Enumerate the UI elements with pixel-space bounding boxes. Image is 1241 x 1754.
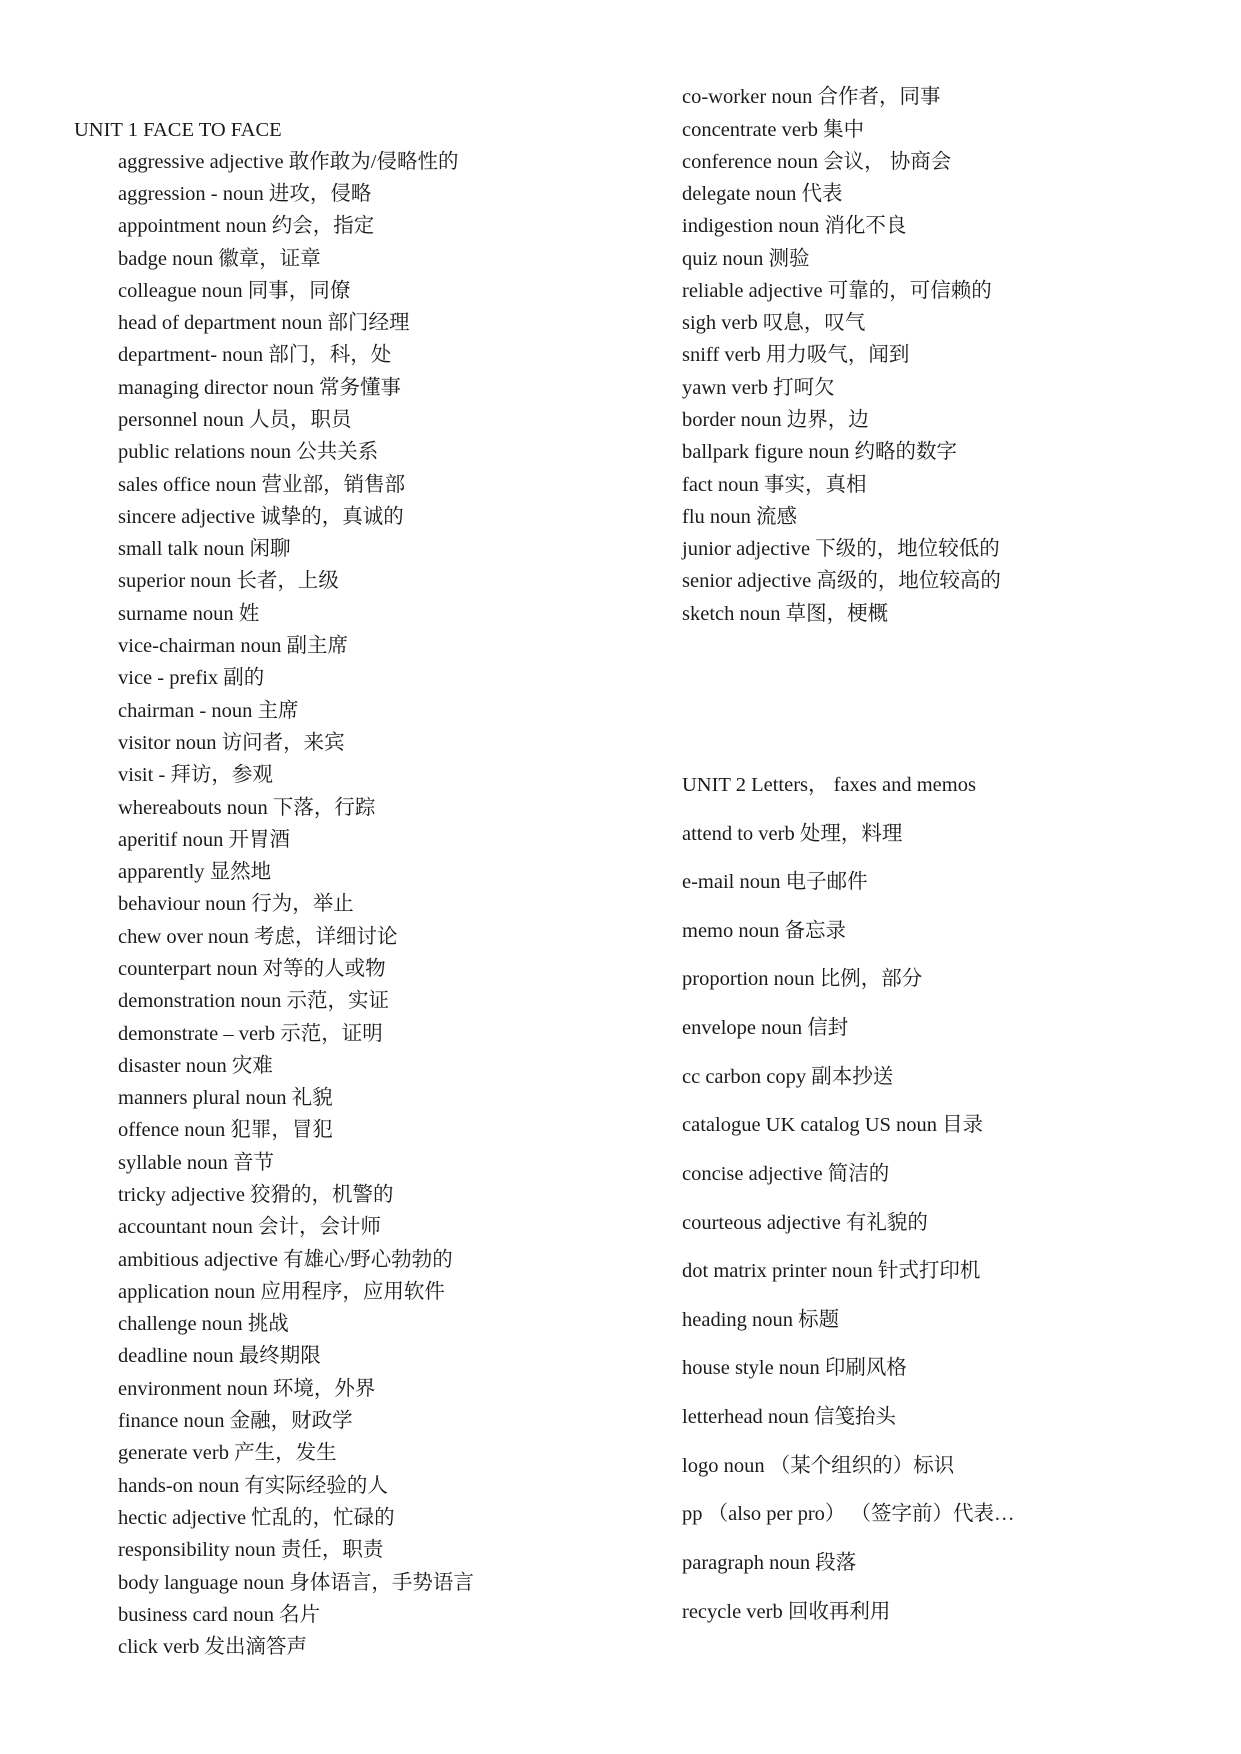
vocab-entry: click verb 发出滴答声 (118, 1636, 308, 1658)
unit-1-heading: UNIT 1 FACE TO FACE (74, 119, 282, 141)
vocab-entry: accountant noun 会计，会计师 (118, 1216, 382, 1238)
vocab-entry: application noun 应用程序，应用软件 (118, 1281, 445, 1303)
vocab-entry: aggression - noun 进攻，侵略 (118, 183, 372, 205)
vocab-entry: heading noun 标题 (682, 1309, 840, 1331)
vocab-entry: aggressive adjective 敢作敢为/侵略性的 (118, 151, 459, 173)
vocab-entry: visitor noun 访问者，来宾 (118, 732, 345, 754)
vocab-entry: syllable noun 音节 (118, 1152, 275, 1174)
vocab-entry: indigestion noun 消化不良 (682, 215, 907, 237)
vocab-entry: ambitious adjective 有雄心/野心勃勃的 (118, 1249, 453, 1271)
vocab-entry: recycle verb 回收再利用 (682, 1601, 891, 1623)
vocab-entry: paragraph noun 段落 (682, 1552, 857, 1574)
vocab-entry: counterpart noun 对等的人或物 (118, 958, 386, 980)
vocab-entry: catalogue UK catalog US noun 目录 (682, 1114, 984, 1136)
vocab-entry: hands-on noun 有实际经验的人 (118, 1475, 388, 1497)
vocab-entry: cc carbon copy 副本抄送 (682, 1066, 894, 1088)
vocab-entry: head of department noun 部门经理 (118, 312, 410, 334)
vocab-entry: offence noun 犯罪，冒犯 (118, 1119, 333, 1141)
vocab-entry: demonstrate – verb 示范，证明 (118, 1023, 383, 1045)
vocab-entry: disaster noun 灾难 (118, 1055, 273, 1077)
vocab-entry: concise adjective 简洁的 (682, 1163, 890, 1185)
vocab-entry: whereabouts noun 下落，行踪 (118, 797, 376, 819)
vocab-entry: proportion noun 比例，部分 (682, 968, 923, 990)
vocab-entry: senior adjective 高级的，地位较高的 (682, 570, 1001, 592)
vocab-entry: flu noun 流感 (682, 506, 798, 528)
vocab-entry: aperitif noun 开胃酒 (118, 829, 290, 851)
vocab-entry: generate verb 产生，发生 (118, 1442, 337, 1464)
vocab-entry: sincere adjective 诚挚的，真诚的 (118, 506, 404, 528)
vocab-entry: superior noun 长者，上级 (118, 570, 339, 592)
vocab-entry: demonstration noun 示范，实证 (118, 990, 390, 1012)
vocab-entry: sales office noun 营业部，销售部 (118, 474, 406, 496)
vocab-entry: visit - 拜访，参观 (118, 764, 273, 786)
vocab-entry: fact noun 事实，真相 (682, 474, 867, 496)
vocab-entry: appointment noun 约会，指定 (118, 215, 375, 237)
vocab-entry: memo noun 备忘录 (682, 920, 846, 942)
vocab-entry: sigh verb 叹息，叹气 (682, 312, 866, 334)
vocab-entry: border noun 边界，边 (682, 409, 869, 431)
vocab-entry: environment noun 环境，外界 (118, 1378, 376, 1400)
vocab-entry: envelope noun 信封 (682, 1017, 849, 1039)
unit-2-heading: UNIT 2 Letters， faxes and memos (682, 774, 976, 796)
vocab-entry: letterhead noun 信笺抬头 (682, 1406, 897, 1428)
vocab-entry: challenge noun 挑战 (118, 1313, 289, 1335)
vocab-entry: co-worker noun 合作者，同事 (682, 86, 941, 108)
vocab-entry: business card noun 名片 (118, 1604, 321, 1626)
vocab-entry: ballpark figure noun 约略的数字 (682, 441, 957, 463)
vocab-entry: body language noun 身体语言，手势语言 (118, 1572, 474, 1594)
vocab-entry: dot matrix printer noun 针式打印机 (682, 1260, 981, 1282)
vocab-entry: public relations noun 公共关系 (118, 441, 379, 463)
vocab-entry: concentrate verb 集中 (682, 119, 865, 141)
vocab-entry: quiz noun 测验 (682, 248, 810, 270)
vocab-entry: surname noun 姓 (118, 603, 260, 625)
vocab-entry: hectic adjective 忙乱的，忙碌的 (118, 1507, 395, 1529)
vocab-entry: attend to verb 处理，料理 (682, 823, 903, 845)
vocab-entry: chew over noun 考虑，详细讨论 (118, 926, 398, 948)
vocab-entry: badge noun 徽章，证章 (118, 248, 321, 270)
vocab-entry: responsibility noun 责任，职责 (118, 1539, 384, 1561)
vocab-entry: reliable adjective 可靠的，可信赖的 (682, 280, 992, 302)
vocab-entry: courteous adjective 有礼貌的 (682, 1212, 928, 1234)
vocab-entry: tricky adjective 狡猾的，机警的 (118, 1184, 394, 1206)
vocab-entry: manners plural noun 礼貌 (118, 1087, 333, 1109)
vocab-entry: managing director noun 常务懂事 (118, 377, 401, 399)
vocab-entry: yawn verb 打呵欠 (682, 377, 835, 399)
vocab-entry: vice - prefix 副的 (118, 667, 265, 689)
vocab-entry: delegate noun 代表 (682, 183, 843, 205)
vocab-entry: house style noun 印刷风格 (682, 1357, 907, 1379)
vocab-entry: behaviour noun 行为，举止 (118, 893, 354, 915)
vocab-entry: chairman - noun 主席 (118, 700, 299, 722)
vocab-entry: colleague noun 同事，同僚 (118, 280, 351, 302)
vocab-entry: pp （also per pro） （签字前）代表… (682, 1503, 1015, 1525)
vocab-entry: department- noun 部门，科，处 (118, 344, 392, 366)
vocab-entry: sketch noun 草图，梗概 (682, 603, 889, 625)
vocab-entry: personnel noun 人员，职员 (118, 409, 352, 431)
vocab-entry: junior adjective 下级的，地位较低的 (682, 538, 1000, 560)
vocab-entry: sniff verb 用力吸气，闻到 (682, 344, 910, 366)
vocab-entry: conference noun 会议， 协商会 (682, 151, 952, 173)
vocab-entry: logo noun （某个组织的）标识 (682, 1455, 955, 1477)
vocab-entry: small talk noun 闲聊 (118, 538, 291, 560)
vocab-entry: vice-chairman noun 副主席 (118, 635, 348, 657)
vocab-entry: finance noun 金融，财政学 (118, 1410, 353, 1432)
vocab-entry: deadline noun 最终期限 (118, 1345, 321, 1367)
vocab-entry: e-mail noun 电子邮件 (682, 871, 868, 893)
vocab-entry: apparently 显然地 (118, 861, 272, 883)
